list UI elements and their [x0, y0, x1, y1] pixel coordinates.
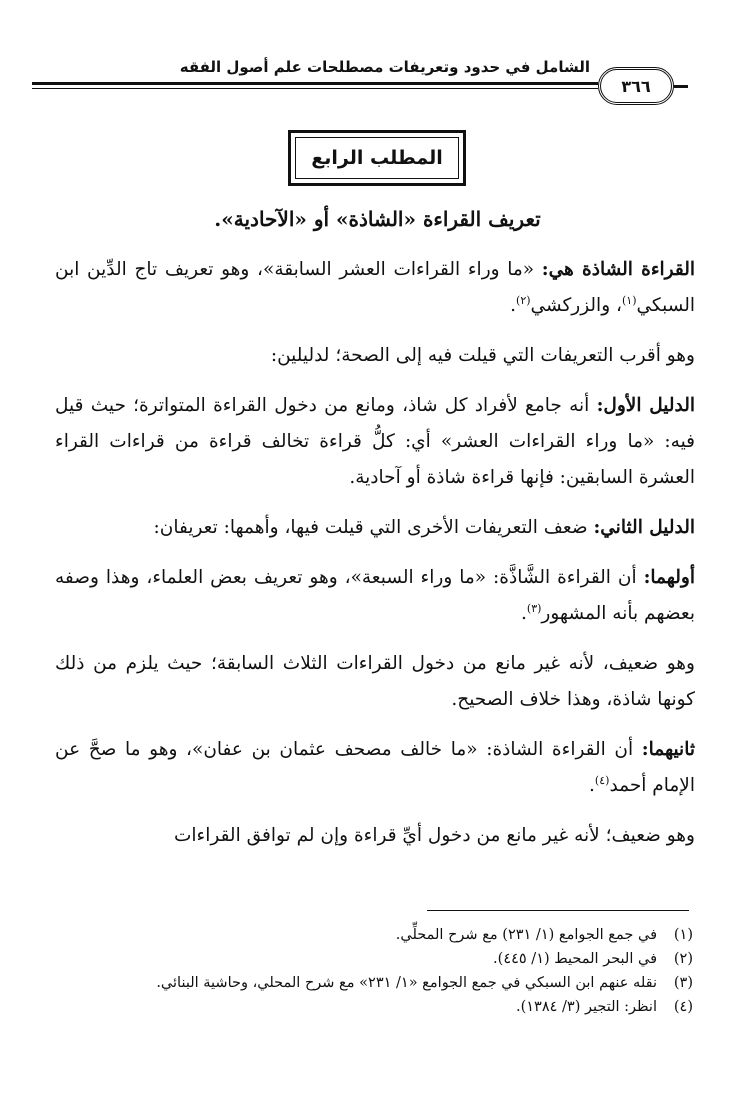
footnotes: [43, 923, 693, 1019]
paragraph: وهو أقرب التعريفات التي قيلت فيه إلى الصحة؛ لدليلين:: [270, 345, 695, 366]
body-text: [55, 252, 695, 868]
footnote-ref: (١): [621, 293, 637, 307]
paragraph-second-definition: ثانيهما: أن القراءة الشاذة: «ما خالف مصحف عثمان بن عفان»، وهو ما صحَّ عن الإمام أحمد$^{(٤)}$.: [55, 739, 695, 796]
section-heading-box: [288, 130, 466, 186]
paragraph: وهو ضعيف؛ لأنه غير مانع من دخول أيِّ قراءة وإن لم توافق القراءات: [173, 825, 695, 846]
footnote-separator: [427, 910, 689, 911]
paragraph-definition: القراءة الشاذة هي: «ما وراء القراءات العشر السابقة»، وهو تعريف تاج الدِّين ابن السبكي$^{(١)}$، والزركشي$^{(٢)}$.: [55, 259, 696, 316]
page-number: ٣٦٦: [598, 67, 674, 105]
section-subtitle: تعريف القراءة «الشاذة» أو «الآحادية».: [214, 207, 541, 231]
section-heading: المطلب الرابع: [295, 137, 459, 179]
paragraph-first-definition: أولهما: أن القراءة الشَّاذَّة: «ما وراء السبعة»، وهو تعريف بعض العلماء، وهذا وصفه بعضهم بأنه المشهور$^{(٣)}$.: [55, 567, 695, 624]
footnote-ref: (٤): [594, 773, 610, 787]
page-number-ornament: [674, 85, 688, 88]
paragraph-second-proof: الدليل الثاني: ضعف التعريفات الأخرى التي قيلت فيها، وأهمها: تعريفان:: [153, 517, 695, 538]
header-rule: [32, 82, 598, 85]
paragraph: وهو ضعيف، لأنه غير مانع من دخول القراءات الثلاث السابقة؛ حيث يلزم من ذلك كونها شاذة، وهذا خلاف الصحيح.: [55, 653, 695, 710]
footnote: (١) في جمع الجوامع (١/ ٢٣١) مع شرح المحلِّي.: [395, 927, 693, 943]
footnote: (٤) انظر: التجير (٣/ ١٣٨٤).: [515, 999, 693, 1015]
running-header-title: الشامل في حدود وتعريفات مصطلحات علم أصول الفقه: [179, 58, 590, 76]
footnote: (٢) في البحر المحيط (١/ ٤٤٥).: [493, 951, 693, 967]
footnote-ref: (٣): [526, 601, 542, 615]
paragraph-first-proof: الدليل الأول: أنه جامع لأفراد كل شاذ، ومانع من دخول القراءة المتواترة؛ حيث قيل فيه: «ما وراء القراءات العشر» أي: كلُّ قراءة تخالف قراءة من قراءات القراء العشرة السابقين: فإنها قراءة شاذة أو آحادية.: [55, 395, 695, 488]
footnote-ref: (٢): [516, 293, 531, 307]
footnote: (٣) نقله عنهم ابن السبكي في جمع الجوامع «١/ ٢٣١» مع شرح المحلي، وحاشية البنائي.: [156, 975, 693, 991]
header-rule-thin: [32, 88, 598, 89]
